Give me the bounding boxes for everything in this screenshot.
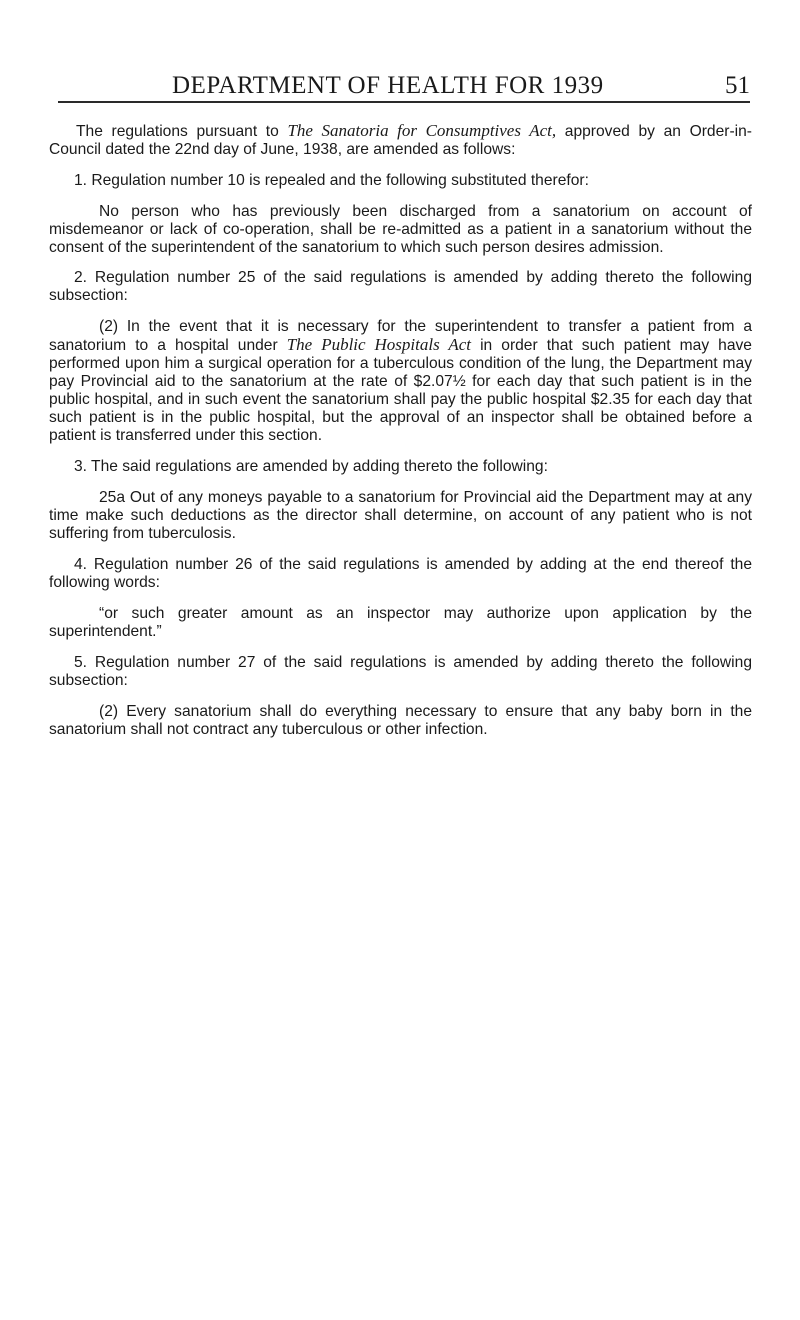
intro-text-before: The regulations pursuant to [76,123,288,140]
running-header [60,72,750,102]
amendment-4-text: “or such greater amount as an inspector may authorize upon application by the superintendent.” [49,605,752,640]
subsection-text-before: (2) In the event that it is necessary for the superintendent to transfer a patient from a sanatorium to a hospital under [49,318,752,354]
document-body [49,122,752,739]
public-hospitals-act-title: The Public Hospitals Act [286,335,472,354]
intro-paragraph [49,122,752,159]
amendment-3-text: 25a Out of any moneys payable to a sanatorium for Provincial aid the Department may at any time make such deductions as the director shall determine, on account of any patient who is not suffering from tuberculosis. [49,489,752,542]
amendment-5: 5. Regulation number 27 of the said regulations is amended by adding thereto the following subsection: [49,654,752,689]
amendment-5-text: (2) Every sanatorium shall do everything necessary to ensure that any baby born in the sanatorium shall not contract any tuberculous or other infection. [49,703,752,738]
header-title: DEPARTMENT OF HEALTH FOR 1939 [172,72,604,99]
amendment-4: 4. Regulation number 26 of the said regulations is amended by adding at the end thereof the following words: [49,556,752,591]
amendment-2: 2. Regulation number 25 of the said regulations is amended by adding thereto the following subsection: [49,269,752,304]
intro-text-after: approved by an Order-in-Council dated the 22nd day of June, 1938, are amended as follows: [49,123,752,158]
subsection-text-after: in order that such patient may have performed upon him a surgical operation for a tuberculous condition of the lung, the Department may pay Provincial aid to the sanatorium at the rate of $2.07½ for each day that such patient is in the public hospital, and in such event the sanatorium shall pay the public hospital $2.35 for each day that such patient is in the public hospital, but the approval of an inspector shall be obtained before a patient is transferred under this section. [49,337,752,444]
amendment-1: 1. Regulation number 10 is repealed and the following substituted therefor: [74,172,589,189]
page-number: 51 [725,72,750,99]
amendment-1-text: No person who has previously been discharged from a sanatorium on account of misdemeanor or lack of co-operation, shall be re-admitted as a patient in a sanatorium without the consent of the superintendent of the sanatorium to which such person desires admission. [49,203,752,256]
act-title: The Sanatoria for Consumptives Act, [287,121,557,140]
header-rule [58,101,750,103]
amendment-2-subsection [49,318,752,445]
amendment-3: 3. The said regulations are amended by adding thereto the following: [74,458,548,475]
